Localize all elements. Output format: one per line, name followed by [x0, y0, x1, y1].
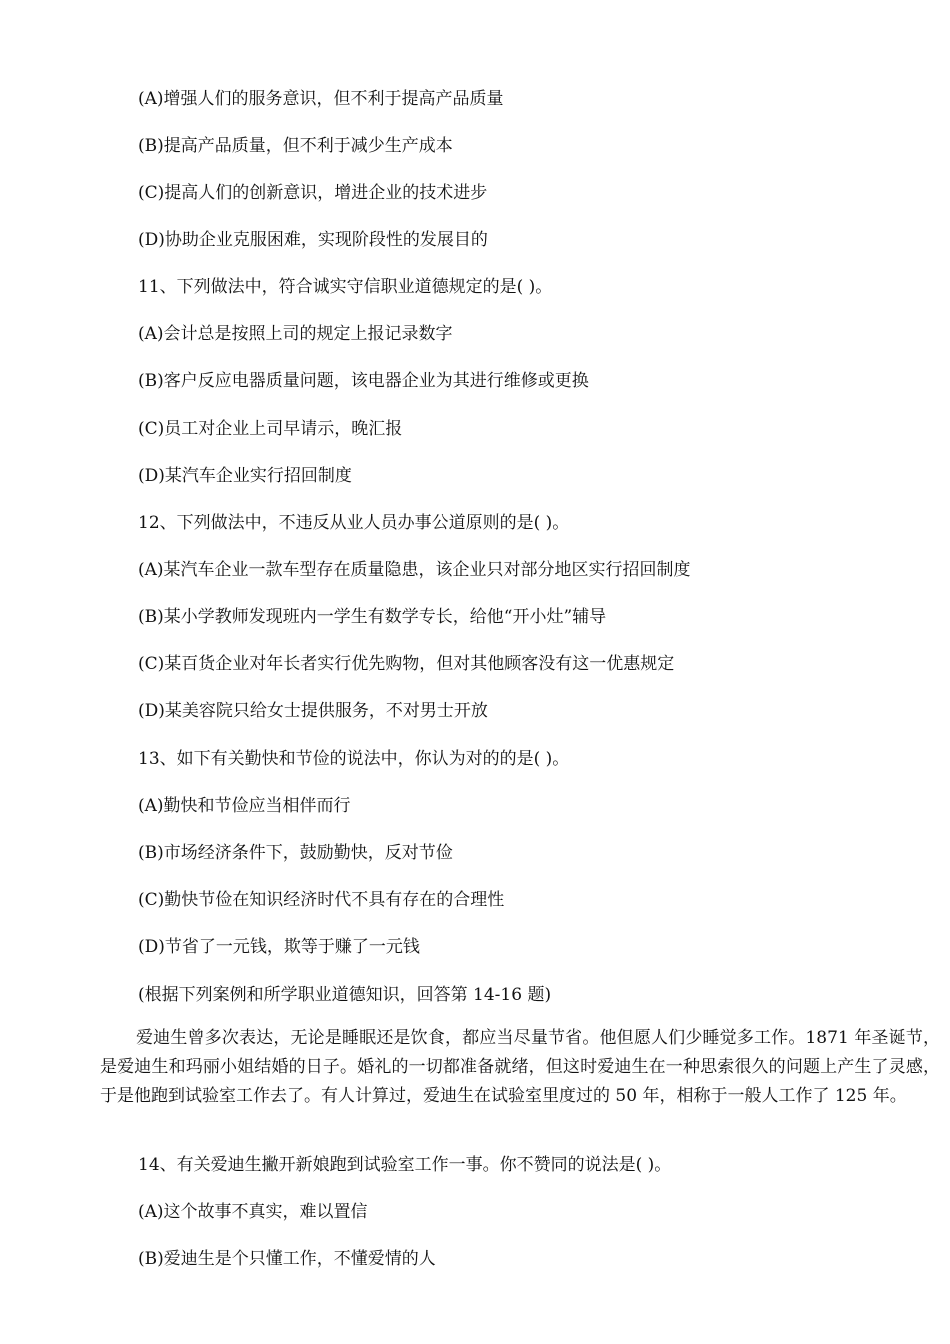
option-line: (A)这个故事不真实，难以置信 [138, 1202, 368, 1222]
option-line: (A)某汽车企业一款车型存在质量隐患，该企业只对部分地区实行招回制度 [138, 560, 691, 580]
option-line: (B)爱迪生是个只懂工作，不懂爱情的人 [138, 1249, 436, 1269]
option-line: (A)勤快和节俭应当相伴而行 [138, 796, 351, 816]
option-line: (D)节省了一元钱，欺等于赚了一元钱 [138, 937, 420, 957]
option-line: (B)客户反应电器质量问题，该电器企业为其进行维修或更换 [138, 371, 589, 391]
option-line: (B)提高产品质量，但不利于减少生产成本 [138, 136, 453, 156]
option-line: (B)市场经济条件下，鼓励勤快，反对节俭 [138, 843, 453, 863]
option-line: (A)会计总是按照上司的规定上报记录数字 [138, 324, 453, 344]
question-13: 13、如下有关勤快和节俭的说法中，你认为对的的是( )。 [138, 749, 570, 769]
option-line: (A)增强人们的服务意识，但不利于提高产品质量 [138, 89, 504, 109]
option-line: (C)某百货企业对年长者实行优先购物，但对其他顾客没有这一优惠规定 [138, 654, 675, 674]
option-line: (D)某汽车企业实行招回制度 [138, 466, 352, 486]
case-paragraph: 爱迪生曾多次表达，无论是睡眠还是饮食，都应当尽量节省。他但愿人们少睡觉多工作。1871 年圣诞节，是爱迪生和玛丽小姐结婚的日子。婚礼的一切都准备就绪，但这时爱迪生在一种思索很久的问题上产生了灵感，于是他跑到试验室工作去了。有人计算过，爱迪生在试验室里度过的 50 年，相称于一般人工作了 125 年。 [100, 1028, 940, 1106]
question-14: 14、有关爱迪生撇开新娘跑到试验室工作一事。你不赞同的说法是( )。 [138, 1155, 672, 1175]
question-12: 12、下列做法中，不违反从业人员办事公道原则的是( )。 [138, 513, 570, 533]
option-line: (C)提高人们的创新意识，增进企业的技术进步 [138, 183, 488, 203]
option-line: (D)协助企业克服困难，实现阶段性的发展目的 [138, 230, 488, 250]
option-line: (D)某美容院只给女士提供服务，不对男士开放 [138, 701, 488, 721]
option-line: (B)某小学教师发现班内一学生有数学专长，给他“开小灶”辅导 [138, 607, 607, 627]
option-line: (C)员工对企业上司早请示，晚汇报 [138, 419, 403, 439]
question-11: 11、下列做法中，符合诚实守信职业道德规定的是( )。 [138, 277, 553, 297]
option-line: (C)勤快节俭在知识经济时代不具有存在的合理性 [138, 890, 505, 910]
case-instruction: (根据下列案例和所学职业道德知识，回答第 14-16 题) [138, 985, 552, 1005]
